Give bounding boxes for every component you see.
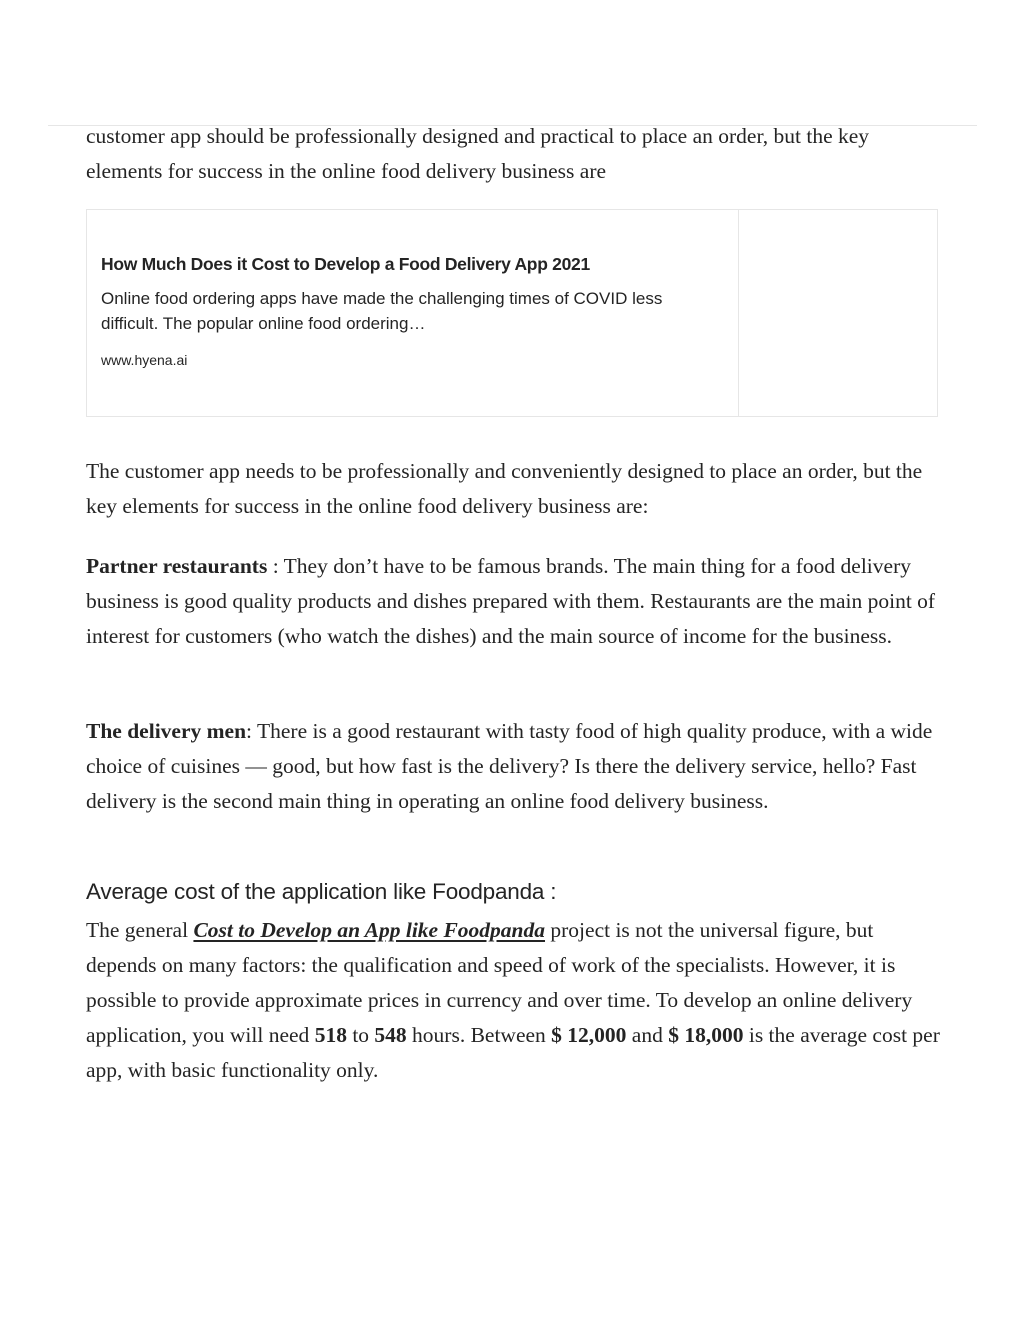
delivery-men-text: : There is a good restaurant with tasty food of high quality produce, with a wide choice of cuisines — good, but how fast is the delivery? Is there the delivery service, hello? Fast delivery is the second main thing in operating an online food delivery business. bbox=[86, 719, 933, 813]
intro-paragraph bbox=[86, 119, 946, 189]
hours-max: 548 bbox=[374, 1023, 407, 1047]
link-preview-title: How Much Does it Cost to Develop a Food Delivery App 2021 bbox=[101, 254, 590, 274]
hours-min: 518 bbox=[314, 1023, 347, 1047]
link-preview-thumbnail[interactable] bbox=[739, 210, 937, 416]
delivery-men-paragraph bbox=[86, 714, 946, 819]
cost-max: $ 18,000 bbox=[668, 1023, 744, 1047]
cost-paragraph bbox=[86, 913, 946, 1088]
link-preview-domain: www.hyena.ai bbox=[101, 352, 188, 368]
partner-restaurants-paragraph bbox=[86, 549, 946, 654]
between-text: hours. Between bbox=[406, 1023, 552, 1047]
partner-restaurants-text: : They don’t have to be famous brands. The main thing for a food delivery business is good quality products and dishes prepared with them. Restaurants are the main point of interest for customers (who watch the dishes) and the main source of income for the business. bbox=[86, 554, 936, 648]
to-word: to bbox=[346, 1023, 375, 1047]
delivery-men-term: The delivery men bbox=[86, 719, 247, 743]
section-heading: Average cost of the application like Foodpanda : bbox=[86, 879, 557, 904]
link-preview-description: Online food ordering apps have made the challenging times of COVID less difficult. The popular online food ordering… bbox=[101, 289, 663, 333]
and-word: and bbox=[626, 1023, 669, 1047]
intro-text: customer app should be professionally designed and practical to place an order, but the key elements for success in the online food delivery business are bbox=[86, 124, 870, 183]
foodpanda-cost-link[interactable]: Cost to Develop an App like Foodpanda bbox=[193, 918, 546, 942]
link-preview-card[interactable] bbox=[86, 209, 938, 417]
customer-app-text: The customer app needs to be professionally and conveniently designed to place an order, but the key elements for success in the online food delivery business are: bbox=[86, 459, 923, 518]
cost-post-link: project is not the universal figure, but depends on many factors: the qualification and speed of work of the specialists. However, it is possible to provide approximate prices in currency and over time. To develop an online delivery application, you will need bbox=[86, 918, 913, 1047]
cost-tail: is the average cost per app, with basic functionality only. bbox=[86, 1023, 940, 1082]
customer-app-paragraph bbox=[86, 454, 946, 524]
cost-pre-link: The general bbox=[86, 918, 194, 942]
link-preview-text[interactable] bbox=[87, 210, 739, 416]
cost-min: $ 12,000 bbox=[551, 1023, 627, 1047]
partner-restaurants-term: Partner restaurants bbox=[86, 554, 268, 578]
